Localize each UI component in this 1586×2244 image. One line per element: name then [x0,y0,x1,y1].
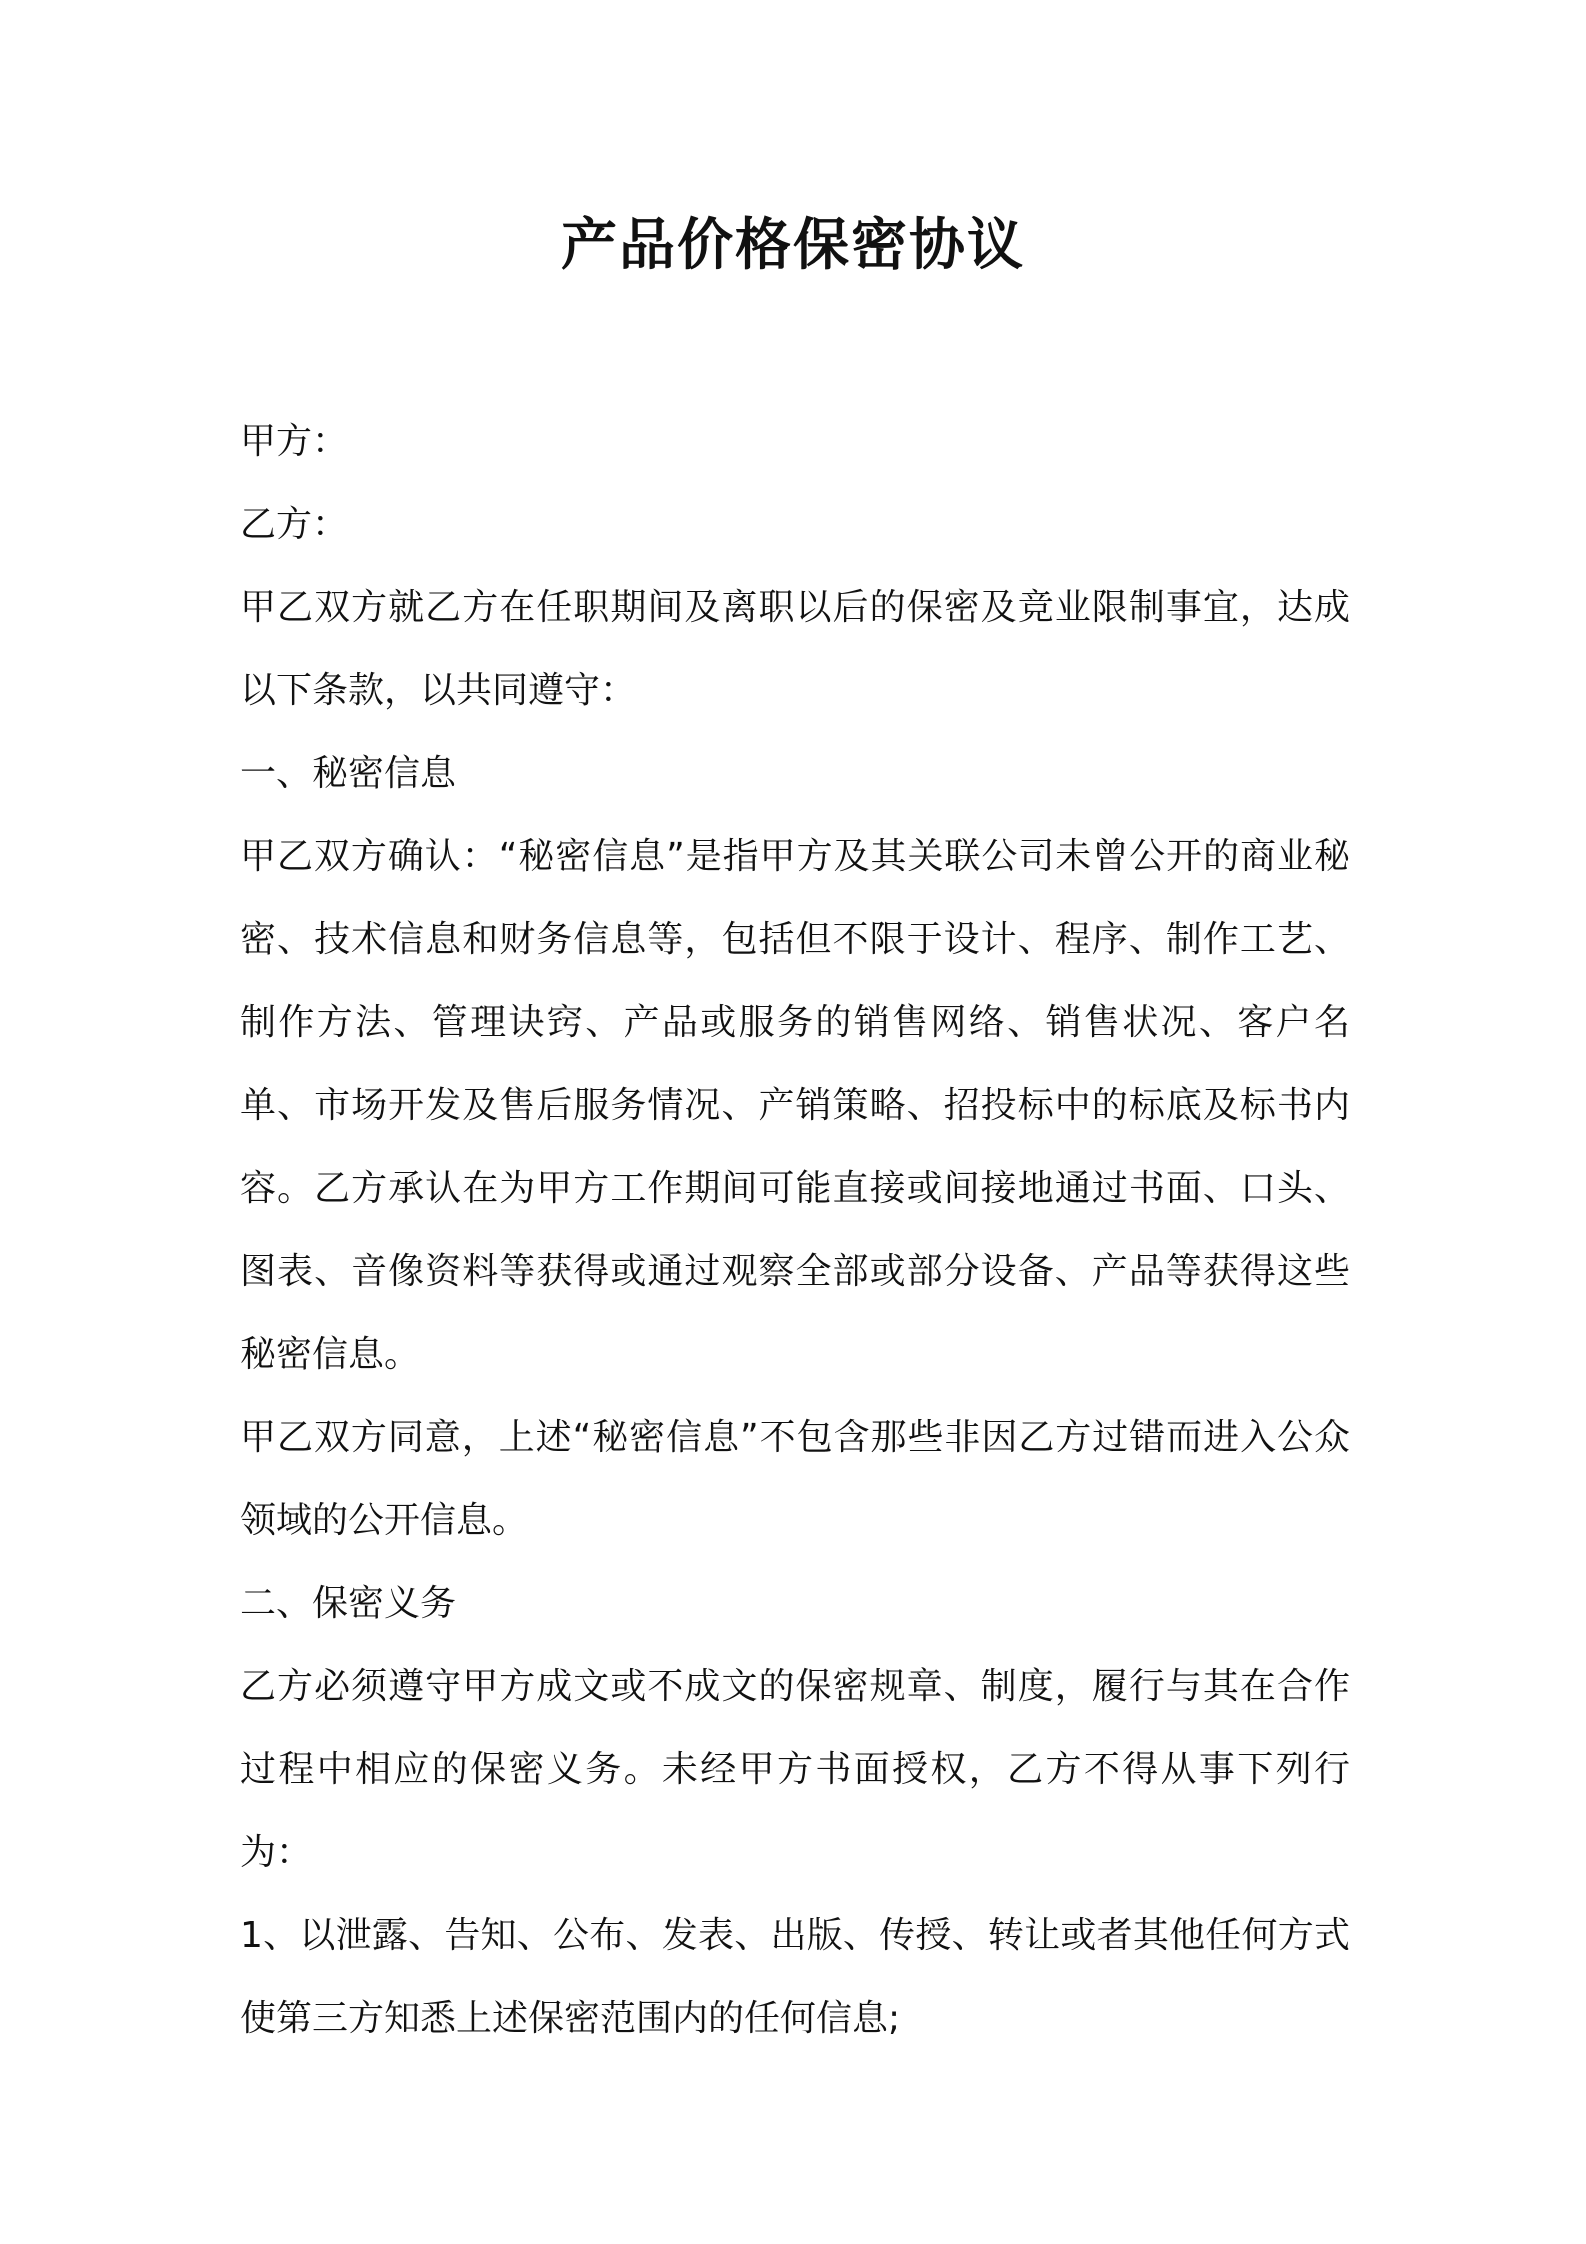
confidential-info-definition: 甲乙双方确认：“秘密信息”是指甲方及其关联公司未曾公开的商业秘密、技术信息和财务信息等，包括但不限于设计、程序、制作工艺、制作方法、管理诀窍、产品或服务的销售网络、销售状况、客户名单、市场开发及售后服务情况、产销策略、招投标中的标底及标书内容。乙方承认在为甲方工作期间可能直接或间接地通过书面、口头、图表、音像资料等获得或通过观察全部或部分设备、产品等获得这些秘密信息。 [240,836,1350,1375]
section-heading-confidential-info: 一、秘密信息 [240,753,457,794]
section-heading-obligations: 二、保密义务 [240,1583,457,1624]
document-title: 产品价格保密协议 [561,213,1025,278]
obligation-item-1: 1、以泄露、告知、公布、发表、出版、传授、转让或者其他任何方式使第三方知悉上述保密范围内的任何信息; [240,1915,1350,2039]
intro-paragraph: 甲乙双方就乙方在任职期间及离职以后的保密及竞业限制事宜，达成以下条款，以共同遵守： [240,587,1350,711]
party-b-line: 乙方： [240,504,349,545]
confidential-info-exclusion: 甲乙双方同意，上述“秘密信息”不包含那些非因乙方过错而进入公众领域的公开信息。 [240,1417,1350,1541]
obligations-paragraph: 乙方必须遵守甲方成文或不成文的保密规章、制度，履行与其在合作过程中相应的保密义务。未经甲方书面授权，乙方不得从事下列行为： [240,1666,1350,1873]
party-a-line: 甲方： [240,421,349,462]
document-body [240,400,1350,2060]
